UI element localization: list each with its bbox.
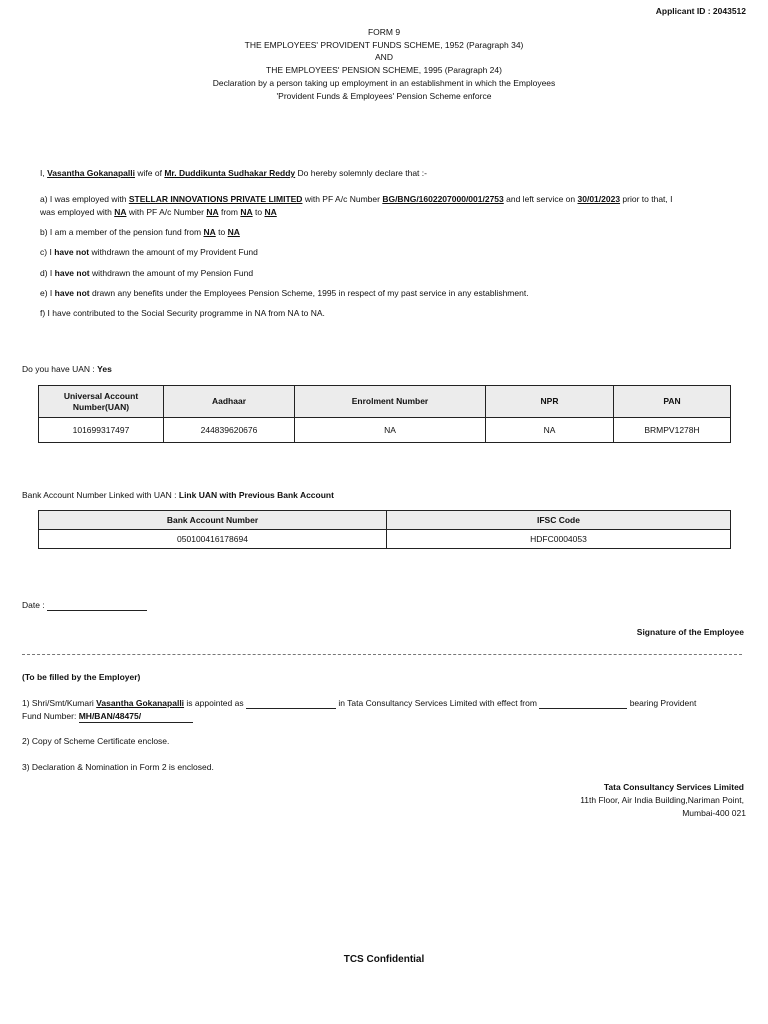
text: 1) Shri/Smt/Kumari [22,698,94,708]
text: have not [54,268,90,278]
text: is appointed as [186,698,244,708]
signature-label: Signature of the Employee [636,627,744,637]
form-description-1: Declaration by a person taking up employment in an establishment in which the Employees [212,78,556,88]
text: to [255,207,263,217]
company-name: Tata Consultancy Services Limited [603,782,744,792]
uan-cell: 101699317497 [39,418,164,443]
column-header: NPR [486,386,614,418]
text: have not [54,247,90,257]
earlier-from: NA [240,207,253,217]
text: d) I [40,268,53,278]
designation-blank-line [246,699,336,709]
form-title: FORM 9 [367,27,401,37]
left-service-date: 30/01/2023 [577,194,621,204]
form-description-2: 'Provident Funds & Employees' Pension Scheme enforce [276,91,492,101]
pf-account-number: BG/BNG/1602207000/001/2753 [382,194,504,204]
provident-fund-number: MH/BAN/48475/ [79,711,193,723]
earlier-to: NA [264,207,277,217]
declaration-intro [40,168,427,179]
employer-section-heading: (To be filled by the Employer) [22,672,141,682]
applicant-id: Applicant ID : 2043512 [655,6,746,16]
column-header: PAN [614,386,731,418]
text: to [218,227,226,237]
text: was employed with [40,207,112,217]
text: a) I was employed with [40,194,127,204]
text: e) I [40,288,53,298]
text: have not [54,288,90,298]
text: I, [40,168,45,178]
column-header: IFSC Code [387,511,731,530]
text: Bank Account Number Linked with UAN : [22,490,177,500]
date-field [22,600,147,611]
table-header-row [39,386,731,418]
column-header: Aadhaar [164,386,295,418]
clause-b [40,227,240,238]
date-blank-line [47,601,147,611]
table-row [39,418,731,443]
text: in Tata Consultancy Services Limited with effect from [338,698,537,708]
uan-question [22,364,112,375]
ifsc-cell: HDFC0004053 [387,530,731,549]
employee-name: Vasantha Gokanapalli [47,168,135,178]
clause-d [40,268,253,279]
bank-account-cell: 050100416178694 [39,530,387,549]
pension-to: NA [227,227,240,237]
bank-linked-label [22,490,334,501]
employer-line-2: 2) Copy of Scheme Certificate enclose. [22,736,170,746]
bank-link-value: Link UAN with Previous Bank Account [178,490,334,500]
text: and left service on [506,194,576,204]
company-address-2: Mumbai-400 021 [682,808,746,818]
column-header: Bank Account Number [39,511,387,530]
divider [22,654,742,655]
text: wife of [137,168,162,178]
text: Do you have UAN : [22,364,95,374]
form-subtitle-eps: THE EMPLOYEES' PENSION SCHEME, 1995 (Paragraph 24) [266,65,502,75]
clause-a-continued [40,207,277,218]
clause-a [40,194,740,205]
employer-line-1 [22,698,747,709]
text: bearing Provident [629,698,697,708]
column-header: Enrolment Number [295,386,486,418]
text: Do hereby solemnly declare that :- [297,168,427,178]
clause-e [40,288,529,299]
text: with PF A/c Number [128,207,204,217]
company-address-1: 11th Floor, Air India Building,Nariman Point, [580,795,744,805]
pan-cell: BRMPV1278H [614,418,731,443]
clause-f: f) I have contributed to the Social Security programme in NA from NA to NA. [40,308,325,318]
text: drawn any benefits under the Employees Pension Scheme, 1995 in respect of my past service in any establishment. [91,288,529,298]
text: b) I am a member of the pension fund from [40,227,202,237]
form-subtitle-epf: THE EMPLOYEES' PROVIDENT FUNDS SCHEME, 1952 (Paragraph 34) [244,40,524,50]
uan-answer: Yes [97,364,112,374]
employer-line-1b [22,711,193,723]
text: Fund Number: [22,711,77,721]
spouse-name: Mr. Duddikunta Sudhakar Reddy [164,168,296,178]
text: c) I [40,247,52,257]
column-header: Universal Account Number(UAN) [39,386,164,418]
bank-table [38,510,731,549]
table-row [39,530,731,549]
previous-employer: STELLAR INNOVATIONS PRIVATE LIMITED [128,194,303,204]
pension-from: NA [203,227,216,237]
uan-table [38,385,731,443]
effective-date-blank-line [539,699,627,709]
earlier-pf-number: NA [206,207,219,217]
earlier-employer: NA [114,207,127,217]
footer-confidential: TCS Confidential [343,954,425,965]
text: from [220,207,238,217]
form-subtitle-and: AND [375,52,393,62]
appointee-name: Vasantha Gokanapalli [96,698,185,708]
aadhaar-cell: 244839620676 [164,418,295,443]
enrolment-cell: NA [295,418,486,443]
text: prior to that, I [622,194,673,204]
text: withdrawn the amount of my Pension Fund [91,268,254,278]
table-header-row [39,511,731,530]
clause-c [40,247,258,258]
text: withdrawn the amount of my Provident Fund [91,247,258,257]
date-label: Date : [22,600,45,610]
npr-cell: NA [486,418,614,443]
text: with PF A/c Number [304,194,380,204]
employer-line-3: 3) Declaration & Nomination in Form 2 is enclosed. [22,762,214,772]
